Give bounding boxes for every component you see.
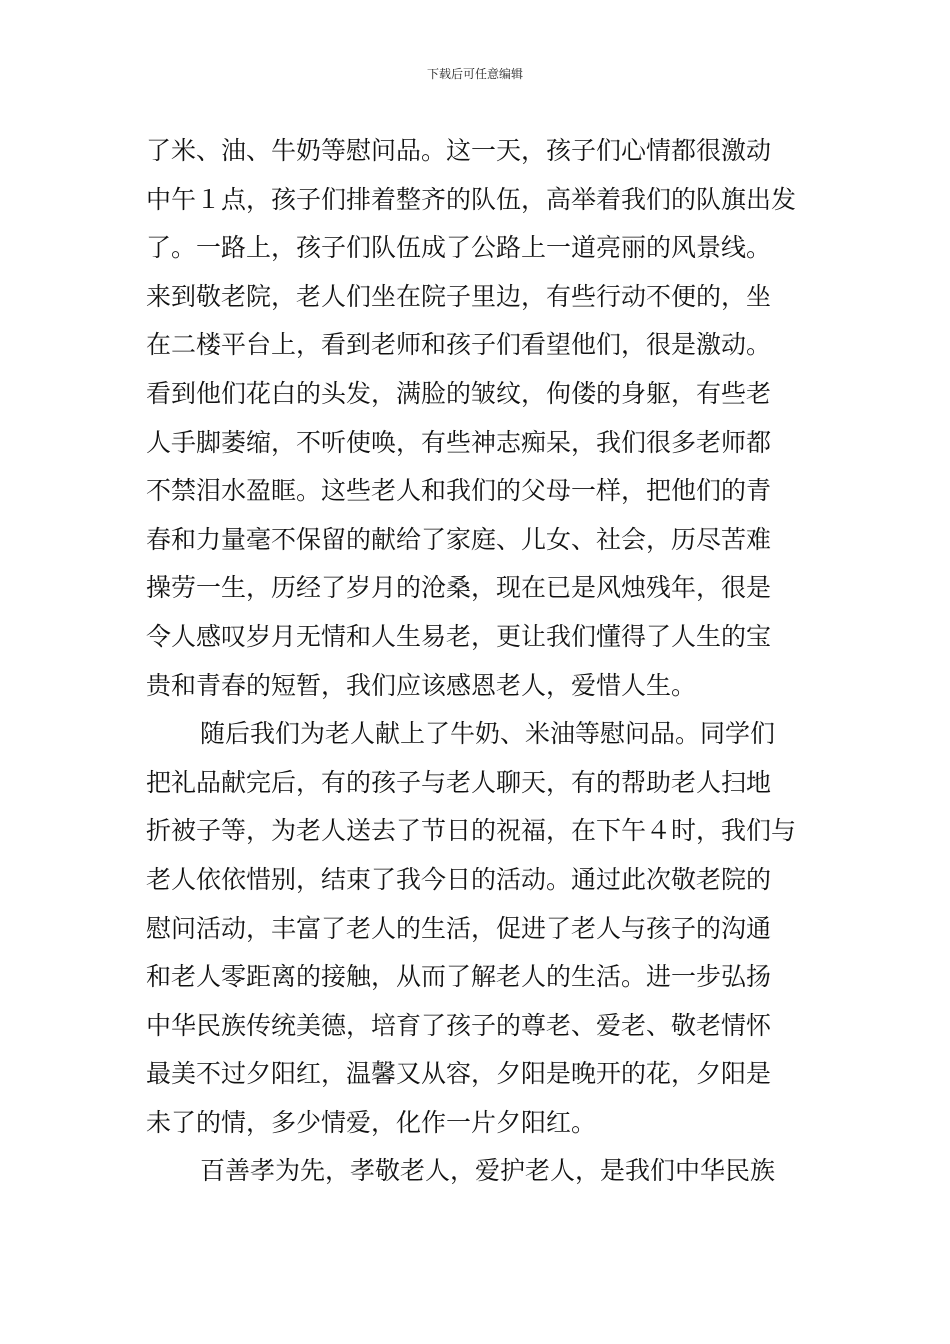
text-line: 中午１点，孩子们排着整齐的队伍，高举着我们的队旗出发 <box>146 184 797 214</box>
text-line: 把礼品献完后，有的孩子与老人聊天，有的帮助老人扫地 <box>146 767 772 797</box>
text-line: 慰问活动，丰富了老人的生活，促进了老人与孩子的沟通 <box>146 913 772 943</box>
text-line: 最美不过夕阳红，温馨又从容，夕阳是晚开的花，夕阳是 <box>146 1059 772 1089</box>
text-line: 春和力量毫不保留的献给了家庭、儿女、社会，历尽苦难 <box>146 524 772 554</box>
text-line: 折被子等，为老人送去了节日的祝福，在下午４时，我们与 <box>146 816 797 846</box>
text-line: 和老人零距离的接触，从而了解老人的生活。进一步弘扬 <box>146 962 772 992</box>
text-line: 来到敬老院，老人们坐在院子里边，有些行动不便的，坐 <box>146 281 772 311</box>
text-line: 未了的情，多少情爱，化作一片夕阳红。 <box>146 1107 597 1137</box>
text-line: 了。一路上，孩子们队伍成了公路上一道亮丽的风景线。 <box>146 233 772 263</box>
paragraph-first-line: 百善孝为先，孝敬老人，爱护老人，是我们中华民族 <box>200 1156 776 1186</box>
text-line: 中华民族传统美德，培育了孩子的尊老、爱老、敬老情怀 <box>146 1010 772 1040</box>
page-header: 下载后可任意编辑 <box>426 67 523 81</box>
text-line: 不禁泪水盈眶。这些老人和我们的父母一样，把他们的青 <box>146 476 772 506</box>
paragraph-first-line: 随后我们为老人献上了牛奶、米油等慰问品。同学们 <box>200 719 776 749</box>
document-body <box>146 131 826 1200</box>
text-line: 看到他们花白的头发，满脸的皱纹，佝偻的身躯，有些老 <box>146 378 772 408</box>
text-line: 老人依依惜别，结束了我今日的活动。通过此次敬老院的 <box>146 864 772 894</box>
text-line: 操劳一生，历经了岁月的沧桑，现在已是风烛残年，很是 <box>146 573 772 603</box>
text-line: 贵和青春的短暂，我们应该感恩老人，爱惜人生。 <box>146 670 697 700</box>
text-line: 在二楼平台上，看到老师和孩子们看望他们，很是激动。 <box>146 330 772 360</box>
text-line: 了米、油、牛奶等慰问品。这一天，孩子们心情都很激动 <box>146 136 772 165</box>
text-line: 令人感叹岁月无情和人生易老，更让我们懂得了人生的宝 <box>146 621 772 651</box>
text-line: 人手脚萎缩，不听使唤，有些神志痴呆，我们很多老师都 <box>146 427 772 457</box>
